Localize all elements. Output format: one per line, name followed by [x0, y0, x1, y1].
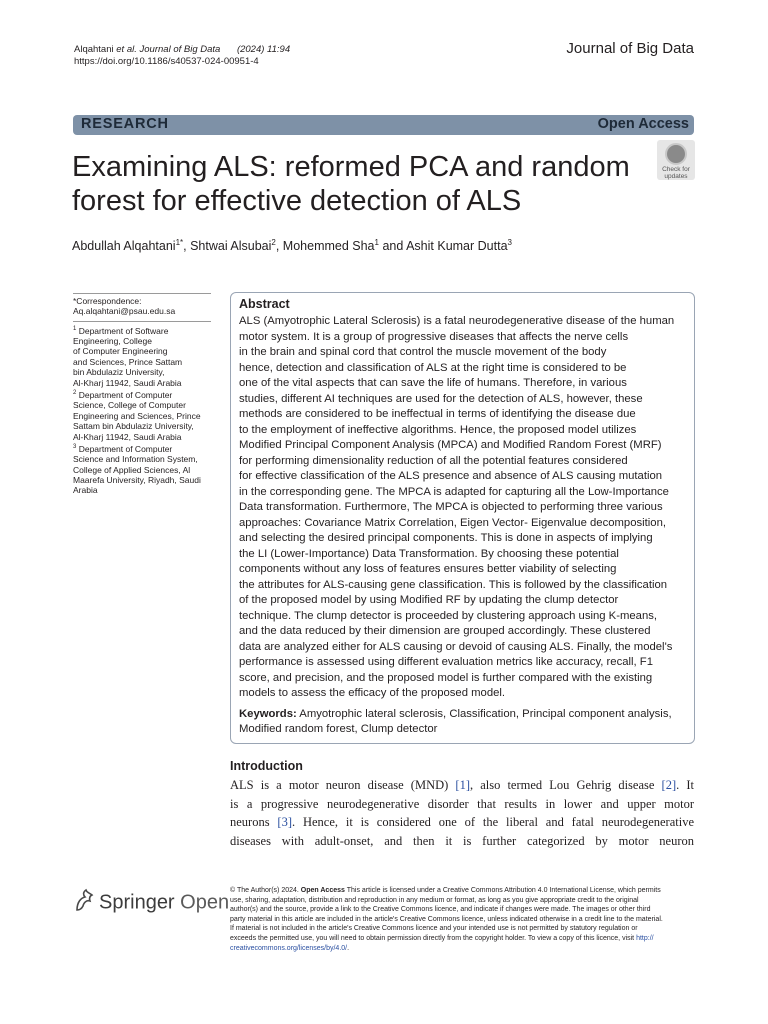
license-link[interactable]: creativecommons.org/licenses/by/4.0/ — [230, 944, 348, 952]
affiliation: $^3$ Department of Computer Science and Information System, College of Applied Sciences, Al Maarefa University, Riyadh, Saudi Arabia — [73, 443, 201, 496]
citation-journal: Journal of Big Data — [139, 44, 221, 55]
affiliation: $^2$ Department of Computer Science, College of Computer Engineering and Sciences, Prince Sattam bin Abdulaziz University, Al-Kharj 11942, Saudi Arabia — [73, 389, 201, 442]
title-line: forest for effective detection of ALS — [72, 185, 522, 217]
abstract-line: the attributes for ALS-causing gene classification. This is followed by the classification — [239, 578, 668, 591]
author-name[interactable]: Abdullah Alqahtani — [72, 239, 176, 254]
keywords-label: Keywords: — [239, 707, 297, 720]
citation-year: (2024) 11:94 — [236, 44, 291, 55]
abstract-line: studies, different AI techniques are used for the detection of ALS, however, these — [239, 392, 643, 405]
introduction-heading: Introduction — [230, 759, 303, 773]
correspondence-label: *Correspondence: — [73, 296, 142, 306]
springer-open-logo — [73, 888, 229, 918]
abstract-line: for performing dimensionality reduction of all the potential features considered — [239, 454, 628, 467]
abstract-box — [230, 292, 695, 744]
author-name[interactable]: Shtwai Alsubai — [190, 239, 272, 254]
check-updates-icon — [665, 143, 687, 165]
author-affiliation-sup: 1 — [374, 238, 379, 247]
abstract-line: to the employment of ineffective algorithms. Hence, the proposed model utilizes — [239, 423, 637, 436]
affiliation: $^1$ Department of Software Engineering, College of Computer Engineering and Sciences, Prince Sattam bin Abdulaziz University, Al-Kharj 11942, Saudi Arabia — [73, 325, 183, 388]
abstract-line: score, and precision, and the proposed model is further compared with the existing — [239, 671, 653, 684]
correspondence — [73, 296, 211, 317]
author-name[interactable]: Ashit Kumar Dutta — [406, 239, 508, 254]
abstract-line: of the proposed model by using Modified RF by updating the clump detector — [239, 594, 619, 606]
license-notice: © The Author(s) 2024. Open Access This article is licensed under a Creative Commons Attribution 4.0 International License, which permits use, sharing, adaptation, distribution and reproduction in any medium or format, as long as you give appropriate credit to the original author(s) and the source, provide a link to the Creative Commons licence, and indicate if changes were made. The images or other third party material in this article are included in the article's Creative Commons licence, unless indicated otherwise in a credit line to the material. If material is not included in the article's Creative Commons licence and your intended use is not permitted by statutory regulation or exceeds the permitted use, you will need to obtain permission directly from the copyright holder. To view a copy of this licence, visit http:// creativecommons.org/licenses/by/4.0/. — [230, 887, 663, 952]
citation-ref[interactable]: [2] — [661, 778, 677, 792]
abstract-heading: Abstract — [239, 297, 290, 311]
abstract-line: performance is assessed using different evaluation metrics like accuracy, recall, F1 — [239, 656, 653, 668]
publisher-suffix: Open — [180, 891, 230, 914]
check-updates-text: Check for updates — [662, 166, 690, 180]
keywords-text: Modified random forest, Clump detector — [239, 723, 438, 735]
citation-author: Alqahtani — [74, 44, 114, 55]
check-for-updates-badge[interactable] — [657, 140, 695, 180]
doi-link[interactable]: https://doi.org/10.1186/s40537-024-00951-4 — [74, 56, 259, 67]
abstract-line: for effective classification of the ALS presence and absence of ALS causing mutation — [239, 470, 663, 482]
keywords — [239, 707, 686, 738]
abstract-line: components without any loss of features ensures better viability of selecting — [239, 563, 617, 575]
citation-etal: et al. — [116, 44, 137, 55]
correspondence-email[interactable]: Aq.alqahtani@psau.edu.sa — [73, 306, 176, 317]
author-list: Abdullah Alqahtani$^{1*}$, Shtwai Alsubai$^2$, Mohemmed Sha$^1$ and Ashit Kumar Dutta$^3$ — [72, 238, 512, 254]
open-access-label: Open Access — [597, 116, 689, 132]
author-affiliation-sup: 3 — [507, 238, 512, 247]
affiliation-sidebar — [73, 293, 211, 496]
article-title — [72, 150, 642, 218]
abstract-line: and the data reduced by their dimension are grouped accordingly. These clustered — [239, 625, 651, 637]
citation-header — [74, 44, 290, 68]
citation-ref[interactable]: [1] — [455, 778, 470, 792]
abstract-line: one of the vital aspects that can save the life of humans. Therefore, in various — [239, 377, 627, 389]
title-line: Examining ALS: reformed PCA and random — [72, 151, 630, 183]
publisher-name: Springer — [99, 891, 175, 914]
abstract-line: approaches: Covariance Matrix Correlation, Eigen Vector- Eigenvalue decomposition, — [239, 516, 666, 529]
citation-ref[interactable]: [3] — [277, 815, 292, 830]
abstract-line: data are analyzed either for ALS causing or devoid of causing ALS. Finally, the model's — [239, 640, 673, 653]
abstract-line: hence, detection and classification of ALS at the right time is considered to be — [239, 361, 627, 374]
abstract-line: technique. The clump detector is proceeded by clustering approach using K-means, — [239, 609, 658, 622]
abstract-line: motor system. It is a group of progressive diseases that affects the nerve cells — [239, 330, 629, 343]
keywords-text: Amyotrophic lateral sclerosis, Classification, Principal component analysis, — [299, 707, 672, 720]
article-type-banner — [73, 115, 694, 135]
abstract-line: models to assess the efficacy of the proposed model. — [239, 687, 506, 699]
research-label: RESEARCH — [81, 116, 169, 132]
abstract-line: Data transformation. Furthermore, The MPCA is objected to performing three various — [239, 501, 663, 513]
abstract-line: and selecting the desired principal components. This is done in aspects of implying — [239, 532, 653, 544]
author-affiliation-sup: 1* — [175, 238, 184, 247]
abstract-line: Modified Principal Component Analysis (MPCA) and Modified Random Forest (MRF) — [239, 439, 662, 451]
abstract-line: in the brain and spinal cord that control the muscle movement of the body — [239, 346, 607, 358]
springer-horse-icon — [73, 888, 95, 918]
abstract-line: the LI (Lower-Importance) Data Transformation. By choosing these potential — [239, 547, 619, 560]
abstract-body — [239, 314, 686, 702]
abstract-line: ALS (Amyotrophic Lateral Sclerosis) is a fatal neurodegenerative disease of the human — [239, 315, 675, 327]
author-name[interactable]: Mohemmed Sha — [282, 239, 375, 254]
introduction-body: ALS is a motor neuron disease (MND) [1], also termed Lou Gehrig disease [2]. It is a progressive neurodegenerative disorder that results in lower and upper motor neurons [3]. Hence, it is considered one of the liberal and fatal neurodegenerative diseases with adult-onset, and then it is further categorized by motor neuron — [230, 778, 695, 848]
author-affiliation-sup: 2 — [271, 238, 276, 247]
journal-name: Journal of Big Data — [566, 40, 694, 57]
license-link[interactable]: http:// — [636, 934, 654, 942]
abstract-line: methods are considered to be ineffectual in terms of identifying the disease due — [239, 408, 636, 420]
abstract-line: in the corresponding gene. The MPCA is adapted for capturing all the Low-Importance — [239, 485, 669, 498]
